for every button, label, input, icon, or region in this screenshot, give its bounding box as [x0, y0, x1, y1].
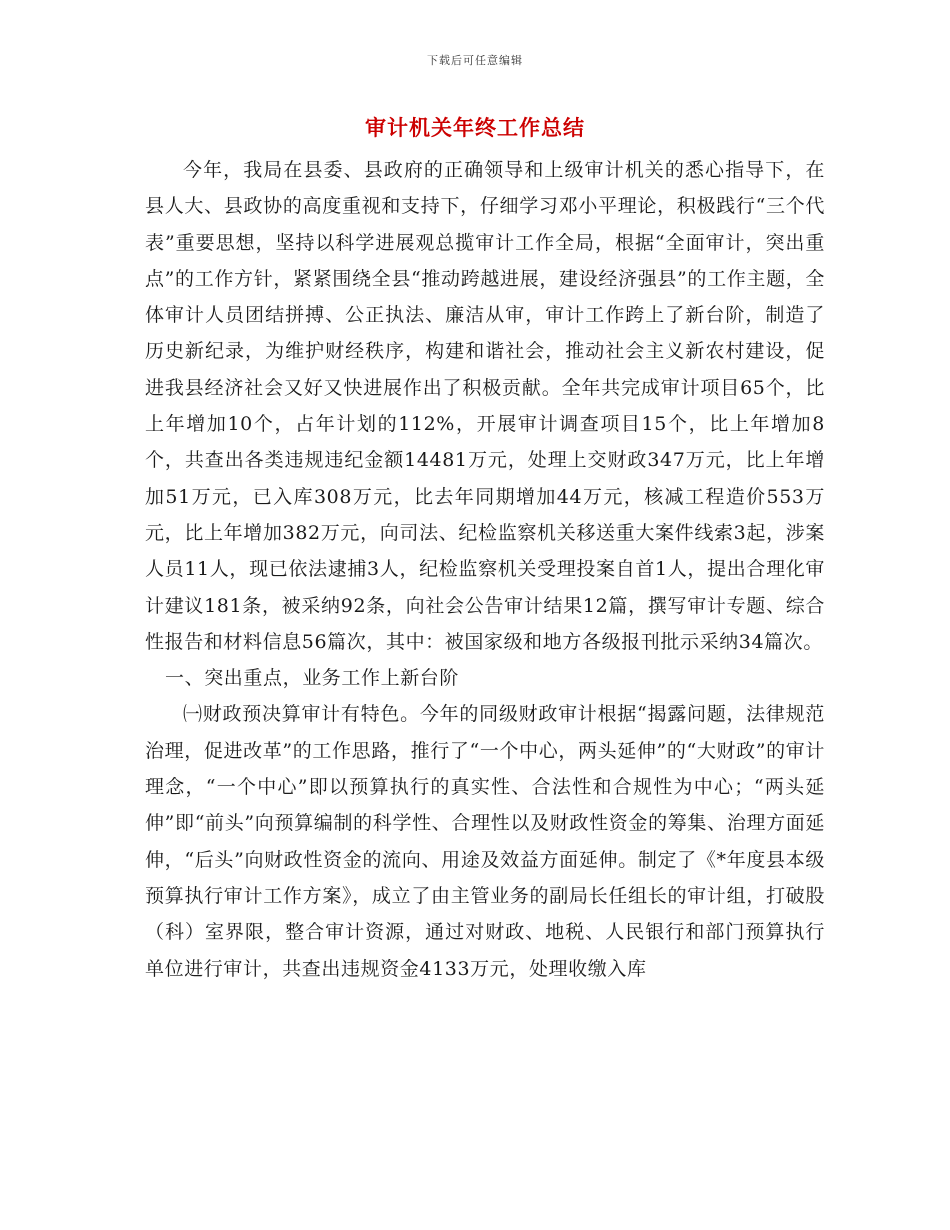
- page-header-note: 下载后可任意编辑: [427, 54, 523, 67]
- section-heading: 一、突出重点，业务工作上新台阶: [165, 667, 460, 690]
- document-title: 审计机关年终工作总结: [365, 115, 585, 140]
- paragraph-fiscal-audit: ㈠财政预决算审计有特色。今年的同级财政审计根据“揭露问题，法律规范治理，促进改革”的工作思路，推行了“一个中心，两头延伸”的“大财政”的审计理念，“一个中心”即以预算执行的真实性、合法性和合规性为中心；“两头延伸”即“前头”向预算编制的科学性、合理性以及财政性资金的筹集、治理方面延伸，“后头”向财政性资金的流向、用途及效益方面延伸。制定了《*年度县本级预算执行审计工作方案》，成立了由主管业务的副局长任组长的审计组，打破股（科）室界限，整合审计资源，通过对财政、地税、人民银行和部门预算执行单位进行审计，共查出违规资金4133万元，处理收缴入库: [145, 703, 825, 980]
- document-body: [145, 152, 825, 987]
- paragraph-intro: 今年，我局在县委、县政府的正确领导和上级审计机关的悉心指导下，在县人大、县政协的高度重视和支持下，仔细学习邓小平理论，积极践行“三个代表”重要思想，坚持以科学进展观总揽审计工作全局，根据“全面审计，突出重点”的工作方针，紧紧围绕全县“推动跨越进展，建设经济强县”的工作主题，全体审计人员团结拼搏、公正执法、廉洁从审，审计工作跨上了新台阶，制造了历史新纪录，为维护财经秩序，构建和谐社会，推动社会主义新农村建设，促进我县经济社会又好又快进展作出了积极贡献。全年共完成审计项目65个，比上年增加10个，占年计划的112%，开展审计调查项目15个，比上年增加8个，共查出各类违规违纪金额14481万元，处理上交财政347万元，比上年增加51万元，已入库308万元，比去年同期增加44万元，核减工程造价553万元，比上年增加382万元，向司法、纪检监察机关移送重大案件线索3起，涉案人员11人，现已依法逮捕3人，纪检监察机关受理投案自首1人，提出合理化审计建议181条，被采纳92条，向社会公告审计结果12篇，撰写审计专题、综合性报告和材料信息56篇次，其中：被国家级和地方各级报刊批示采纳34篇次。: [145, 159, 825, 653]
